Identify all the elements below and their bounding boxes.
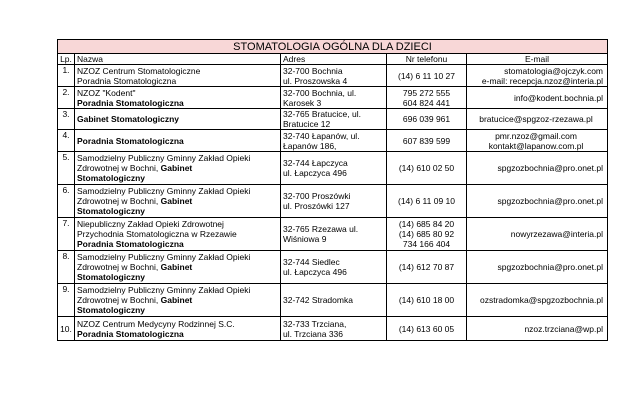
clinic-name (75, 152, 281, 185)
clinic-name-text: Gabinet Stomatologiczny (77, 114, 180, 124)
clinic-name-line (77, 239, 278, 249)
phone (387, 185, 467, 218)
address-line: 32-765 Rzezawa ul. (283, 224, 359, 234)
clinic-name (75, 284, 281, 317)
clinic-name (75, 87, 281, 109)
clinic-name-text: Przychodnia Stomatologiczna w Rzezawie (77, 229, 237, 239)
table-row (58, 87, 608, 109)
clinic-name-line (77, 98, 278, 108)
clinic-name-line (77, 173, 278, 183)
email (467, 185, 608, 218)
header-row (58, 54, 608, 65)
clinic-name-text: Poradnia Stomatologiczna (77, 135, 184, 146)
address-line: 32-744 Siedlec (283, 257, 340, 267)
address (281, 109, 387, 130)
address-line: ul. Łapczyca 496 (283, 267, 347, 277)
address-line: ul. Łapczyca 496 (283, 168, 347, 178)
phone-line: (14) 685 80 92 (398, 229, 455, 239)
row-number: 8. (58, 251, 75, 284)
email-line[interactable]: spgzozbochnia@pro.onet.pl (497, 262, 603, 272)
address-line: Karosek 3 (283, 97, 322, 108)
phone-line: (14) 685 84 20 (398, 219, 455, 229)
header-email: E-mail (467, 54, 608, 65)
phone (387, 284, 467, 317)
email-line[interactable]: bratucice@spgzoz-rzezawa.pl (479, 114, 593, 124)
table-row (58, 152, 608, 185)
clinic-name-line (77, 262, 278, 272)
table-row (58, 109, 608, 130)
address-line: 32-700 Bochnia (283, 65, 343, 76)
table-row (58, 65, 608, 87)
header-phone: Nr telefonu (387, 54, 467, 65)
clinic-name-line (77, 76, 278, 86)
clinic-name-line (77, 196, 278, 206)
clinic-name (75, 218, 281, 251)
clinic-name-line (77, 305, 278, 315)
clinic-name-bold: Gabinet (160, 295, 193, 305)
clinic-name-bold: Gabinet (160, 196, 193, 206)
clinic-name-line (77, 186, 278, 196)
email-line[interactable]: info@kodent.bochnia.pl (514, 92, 603, 103)
phone-line: (14) 612 70 87 (398, 262, 455, 272)
row-number: 6. (58, 185, 75, 218)
phone (387, 317, 467, 341)
clinic-name-line (77, 252, 278, 262)
clinic-name-text: Poradnia Stomatologiczna (77, 239, 184, 249)
clinic-name-text: Poradnia Stomatologiczna (77, 97, 184, 108)
phone (387, 251, 467, 284)
email-line[interactable]: stomatologia@ojczyk.com (504, 65, 603, 76)
table-row (58, 130, 608, 152)
clinic-name-line (77, 206, 278, 216)
phone (387, 87, 467, 109)
phone (387, 109, 467, 130)
address-line: Bratucice 12 (283, 119, 331, 129)
email (467, 284, 608, 317)
phone (387, 218, 467, 251)
clinic-name-text: Samodzielny Publiczny Gminny Zakład Opieki (77, 285, 251, 295)
row-number: 7. (58, 218, 75, 251)
phone (387, 65, 467, 87)
address-line: ul. Proszowska 4 (283, 75, 348, 86)
address-line: 32-742 Stradomka (283, 295, 353, 305)
clinic-name-text: Niepubliczny Zakład Opieki Zdrowotnej (77, 219, 224, 229)
clinic-table (57, 39, 608, 341)
clinic-name-text: Samodzielny Publiczny Gminny Zakład Opieki (77, 153, 251, 163)
clinic-name-text: Samodzielny Publiczny Gminny Zakład Opieki (77, 186, 251, 196)
address-line: 32-700 Bochnia, ul. (283, 87, 357, 98)
row-number: 2. (58, 87, 75, 109)
email (467, 317, 608, 341)
row-number: 4. (58, 130, 75, 152)
clinic-name-text: Stomatologiczny (77, 206, 146, 216)
email (467, 251, 608, 284)
phone-line: 696 039 961 (402, 114, 451, 124)
address-line: 32-740 Łapanów, ul. (283, 130, 360, 141)
clinic-name (75, 109, 281, 130)
clinic-name (75, 251, 281, 284)
clinic-name-line (77, 88, 278, 98)
email-line[interactable]: nowyrzezawa@interia.pl (510, 229, 603, 239)
phone (387, 130, 467, 152)
clinic-name-line (77, 136, 278, 146)
email (467, 130, 608, 152)
email-line[interactable]: pmr.nzoz@gmail.com (495, 130, 577, 141)
address (281, 251, 387, 284)
email (467, 109, 608, 130)
address (281, 185, 387, 218)
address-line: 32-700 Proszówki (283, 191, 351, 201)
header-address: Adres (281, 54, 387, 65)
phone-line: (14) 613 60 05 (398, 323, 455, 334)
clinic-name-text: Poradnia Stomatologiczna (77, 328, 184, 339)
document-sheet (57, 39, 607, 341)
clinic-name-line (77, 329, 278, 339)
email (467, 87, 608, 109)
row-number: 1. (58, 65, 75, 87)
clinic-name (75, 65, 281, 87)
clinic-name-bold: Gabinet (160, 163, 193, 173)
table-title: STOMATOLOGIA OGÓLNA DLA DZIECI (58, 40, 608, 54)
clinic-name-text: NZOZ Centrum Stomatologiczne (77, 65, 201, 76)
address (281, 284, 387, 317)
email-line[interactable]: e-mail: recepcja.nzoz@interia.pl (481, 75, 603, 86)
row-number: 10. (58, 317, 75, 341)
table-title-row (58, 40, 608, 54)
phone-line: (14) 6 11 10 27 (397, 70, 456, 81)
address-line: ul. Proszówki 127 (283, 201, 350, 211)
phone (387, 152, 467, 185)
email-line[interactable]: ozstradomka@spgzozbochnia.pl (480, 295, 603, 305)
clinic-name-line (77, 114, 278, 124)
clinic-name-line (77, 153, 278, 163)
clinic-name-line (77, 285, 278, 295)
phone-line: 607 839 599 (402, 135, 451, 146)
clinic-name-text: Zdrowotnej w Bochni, (77, 196, 161, 206)
phone-line: (14) 6 11 09 10 (397, 196, 456, 206)
clinic-name (75, 185, 281, 218)
email (467, 152, 608, 185)
email (467, 65, 608, 87)
email (467, 218, 608, 251)
address (281, 218, 387, 251)
address (281, 87, 387, 109)
clinic-name-text: Zdrowotnej w Bochni, (77, 163, 161, 173)
clinic-name-line (77, 229, 278, 239)
table-row (58, 317, 608, 341)
table-row (58, 218, 608, 251)
address-line: 32-744 Łapczyca (283, 158, 348, 168)
address-line: 32-765 Bratucice, ul. (283, 109, 361, 119)
email-line[interactable]: spgzozbochnia@pro.onet.pl (497, 163, 603, 173)
phone-line: (14) 610 18 00 (398, 295, 455, 305)
clinic-name-text: Poradnia Stomatologiczna (77, 75, 177, 86)
clinic-name-text: Stomatologiczny (77, 305, 146, 315)
email-line[interactable]: kontakt@lapanow.com.pl (488, 140, 584, 151)
table-row (58, 251, 608, 284)
address (281, 317, 387, 341)
row-number: 9. (58, 284, 75, 317)
clinic-name (75, 130, 281, 152)
row-number: 5. (58, 152, 75, 185)
clinic-name-text: NZOZ Centrum Medycyny Rodzinnej S.C. (77, 318, 235, 329)
header-lp: Lp. (58, 54, 75, 65)
clinic-name-text: NZOZ "Kodent" (77, 87, 136, 98)
clinic-name-text: Stomatologiczny (77, 272, 146, 282)
email-line[interactable]: spgzozbochnia@pro.onet.pl (497, 196, 603, 206)
address-line: Łapanów 186, (283, 140, 337, 151)
phone-line: 795 272 555 (402, 87, 451, 98)
phone-line: 734 166 404 (402, 239, 451, 249)
clinic-name-text: Zdrowotnej w Bochni, (77, 295, 161, 305)
clinic-name (75, 317, 281, 341)
address (281, 65, 387, 87)
table-row (58, 185, 608, 218)
phone-line: 604 824 441 (402, 97, 451, 108)
address-line: ul. Trzciana 336 (283, 328, 344, 339)
address-line: 32-733 Trzciana, (283, 318, 347, 329)
clinic-name-text: Zdrowotnej w Bochni, (77, 262, 161, 272)
clinic-name-line (77, 219, 278, 229)
clinic-name-line (77, 66, 278, 76)
header-name: Nazwa (75, 54, 281, 65)
phone-line: (14) 610 02 50 (398, 163, 455, 173)
address-line: Wiśniowa 9 (283, 234, 327, 244)
email-line[interactable]: nzoz.trzciana@wp.pl (524, 323, 603, 334)
clinic-name-text: Samodzielny Publiczny Gminny Zakład Opieki (77, 252, 251, 262)
clinic-name-line (77, 319, 278, 329)
clinic-name-line (77, 163, 278, 173)
address (281, 130, 387, 152)
clinic-name-bold: Gabinet (160, 262, 193, 272)
clinic-name-line (77, 295, 278, 305)
table-row (58, 284, 608, 317)
row-number: 3. (58, 109, 75, 130)
clinic-name-text: Stomatologiczny (77, 173, 146, 183)
address (281, 152, 387, 185)
clinic-name-line (77, 272, 278, 282)
